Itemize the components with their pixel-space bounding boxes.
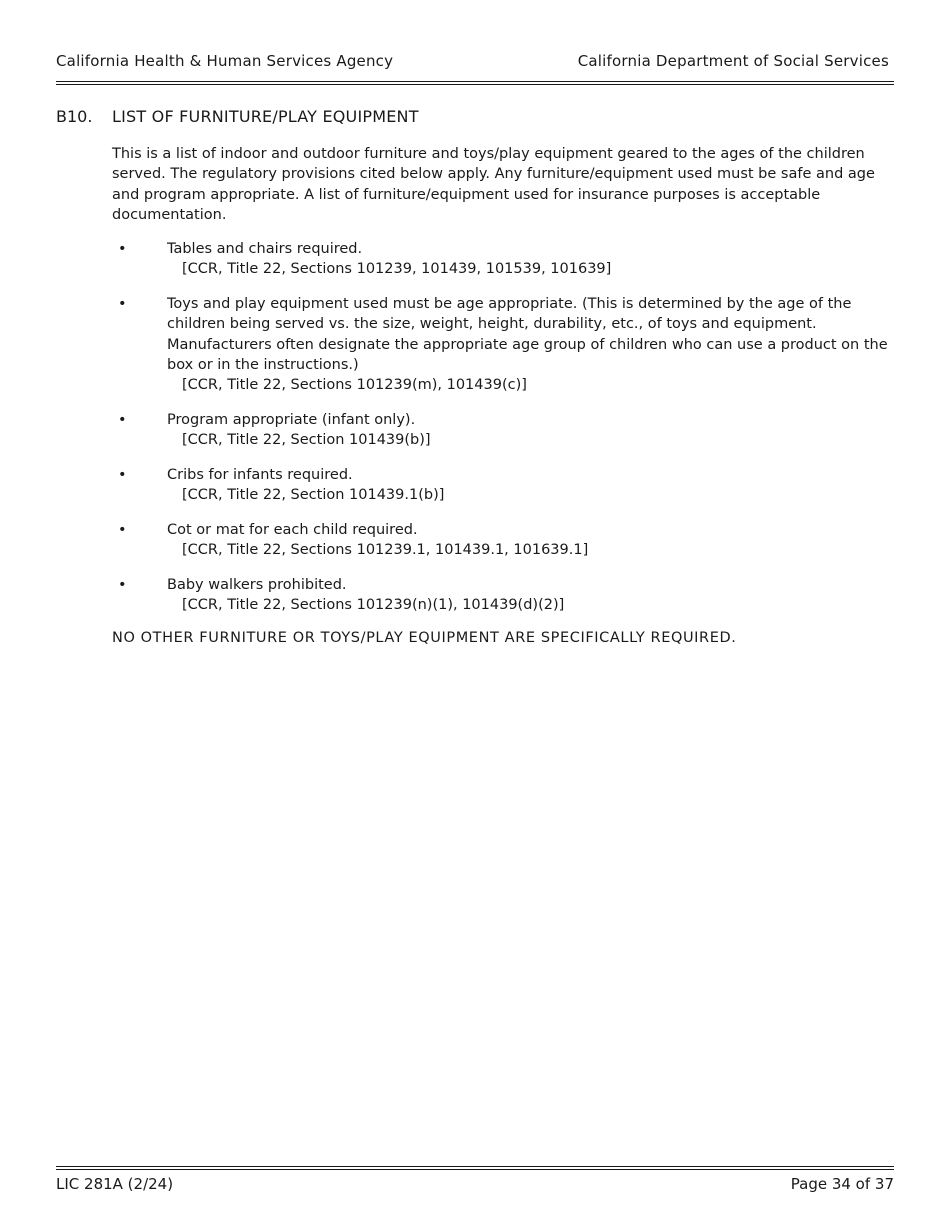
item-text: Cot or mat for each child required.	[167, 522, 418, 538]
item-text: Baby walkers prohibited.	[167, 577, 347, 593]
list-item	[112, 410, 894, 451]
header-rule-bottom	[56, 84, 894, 85]
page-number: Page 34 of 37	[790, 1175, 894, 1193]
list-item	[112, 575, 894, 616]
item-text: Cribs for infants required.	[167, 467, 353, 483]
bullet: •	[118, 296, 127, 312]
section-intro: This is a list of indoor and outdoor furniture and toys/play equipment geared to the ages of the children served. The regulatory provisions cited below apply. Any furniture/equipment used must be safe and age and program appropriate. A list of furniture/equipment used for insurance purposes is acceptable documentation.	[112, 146, 875, 223]
bullet: •	[118, 577, 127, 593]
item-citation: [CCR, Title 22, Section 101439(b)]	[182, 432, 431, 449]
item-text: Tables and chairs required.	[167, 241, 363, 257]
list-item	[112, 294, 894, 395]
item-citation: [CCR, Title 22, Sections 101239(n)(1), 101439(d)(2)]	[182, 597, 565, 614]
header-agency: California Health & Human Services Agency	[56, 52, 394, 70]
item-citation: [CCR, Title 22, Section 101439.1(b)]	[182, 487, 445, 504]
footer-rule-top	[56, 1166, 894, 1167]
item-citation: [CCR, Title 22, Sections 101239(m), 101439(c)]	[182, 377, 527, 394]
item-citation: [CCR, Title 22, Sections 101239, 101439, 101539, 101639]	[182, 261, 612, 278]
footer-rule-bottom	[56, 1169, 894, 1170]
bullet: •	[118, 467, 127, 483]
bullet: •	[118, 522, 127, 538]
header-department: California Department of Social Services	[577, 52, 889, 70]
item-text: Toys and play equipment used must be age appropriate. (This is determined by the age of the children being served vs. the size, weight, height, durability, etc., of toys and equipment. Manufacturers often designate the appropriate age group of children who can use a product on the box or in the instructions.)	[167, 296, 888, 373]
bullet: •	[118, 412, 127, 428]
list-item	[112, 520, 894, 561]
closing-statement: NO OTHER FURNITURE OR TOYS/PLAY EQUIPMENT ARE SPECIFICALLY REQUIRED.	[112, 630, 737, 646]
list-item	[112, 239, 894, 280]
item-citation: [CCR, Title 22, Sections 101239.1, 101439.1, 101639.1]	[182, 542, 589, 559]
section-title: LIST OF FURNITURE/PLAY EQUIPMENT	[112, 107, 419, 126]
item-text: Program appropriate (infant only).	[167, 412, 416, 428]
header-rule-top	[56, 81, 894, 82]
section-number: B10.	[56, 107, 93, 126]
list-item	[112, 465, 894, 506]
bullet: •	[118, 241, 127, 257]
form-id: LIC 281A (2/24)	[56, 1175, 174, 1193]
